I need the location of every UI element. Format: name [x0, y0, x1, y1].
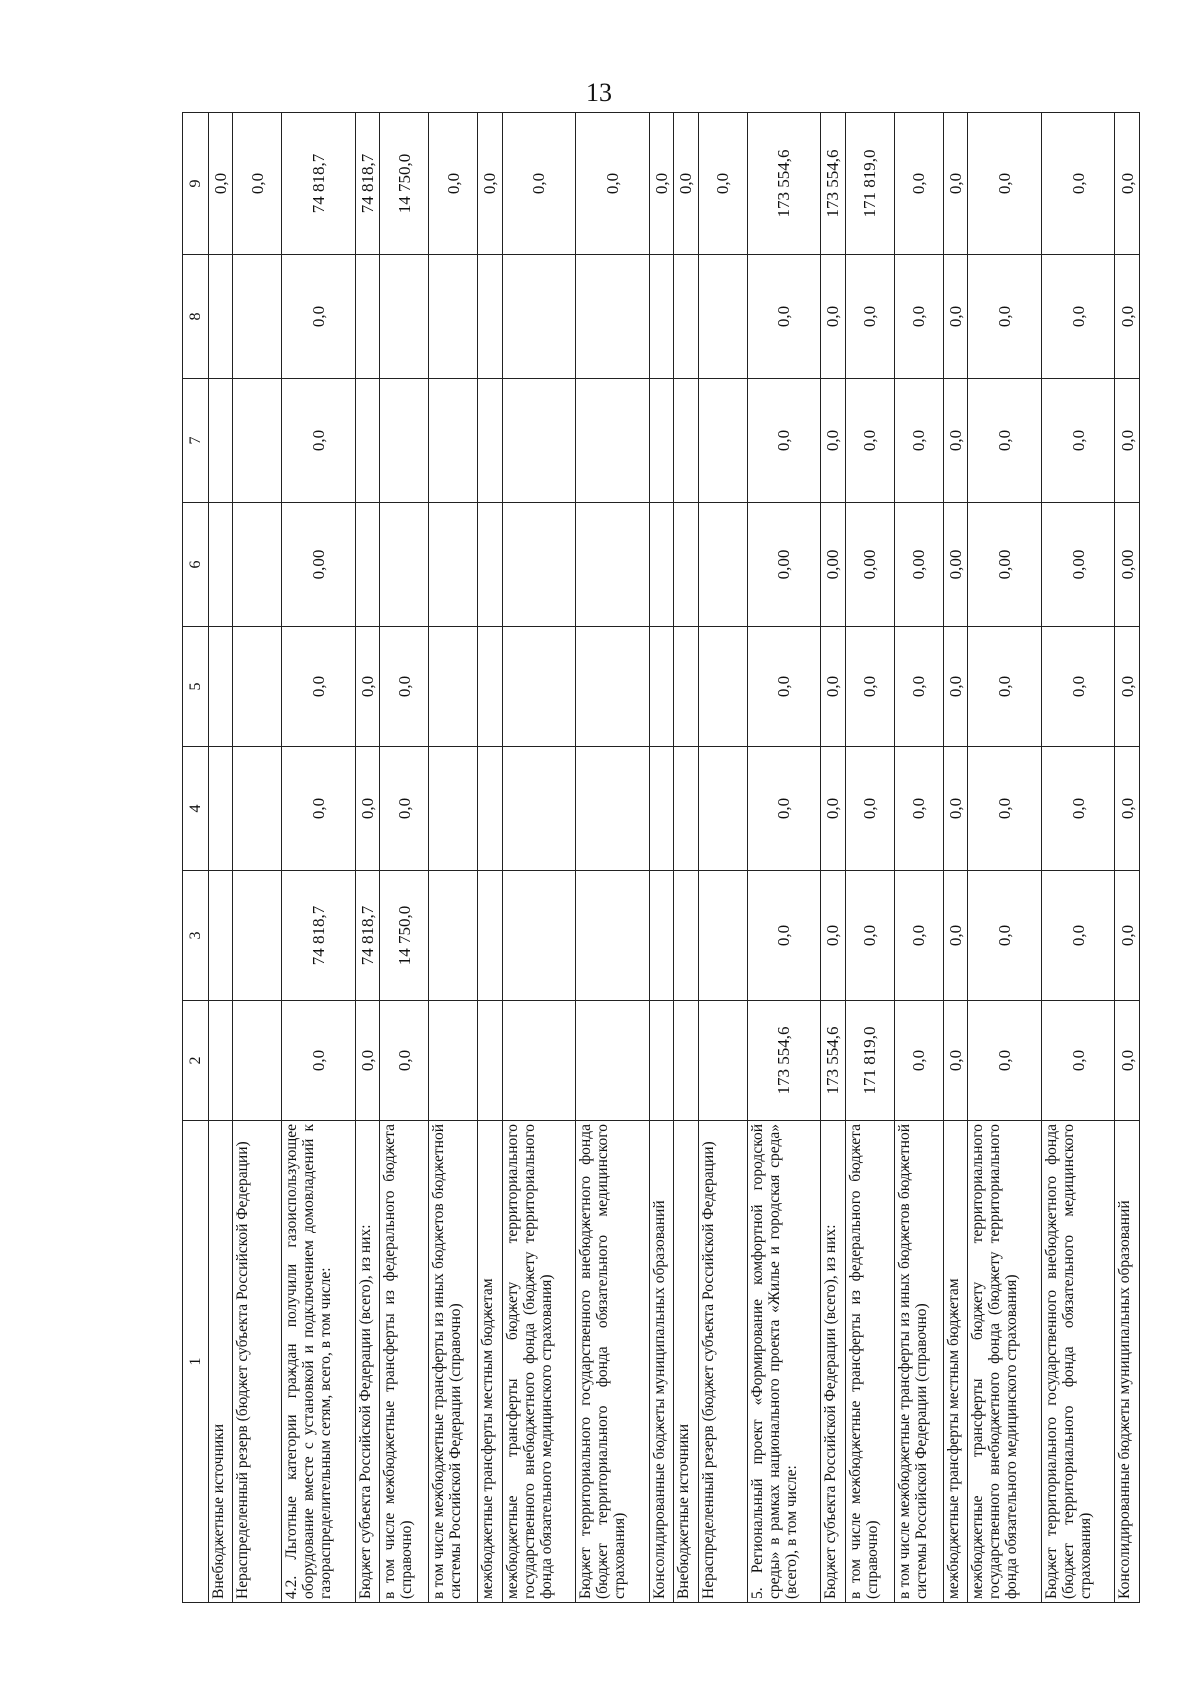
table-row [576, 113, 650, 1603]
table-row [233, 113, 282, 1603]
table-row [282, 113, 356, 1603]
cell-value [233, 503, 282, 627]
row-label: межбюджетные трансферты бюджету территориального государственного внебюджетного фонда (бюджету территориального фонда обязательного медицинского страхования) [502, 1121, 576, 1603]
cell-value [649, 747, 674, 871]
row-label: межбюджетные трансферты местным бюджетам [943, 1121, 968, 1603]
cell-value [698, 747, 747, 871]
cell-value: 0,0 [943, 871, 968, 1001]
column-header: 2 [183, 1001, 209, 1121]
row-label: в том числе межбюджетные трансферты из федерального бюджета (справочно) [845, 1121, 894, 1603]
page-number: 13 [586, 78, 612, 107]
cell-value: 0,0 [894, 255, 943, 379]
cell-value [649, 871, 674, 1001]
row-label: в том числе межбюджетные трансферты из иных бюджетов бюджетной системы Российской Федерации (справочно) [429, 1121, 478, 1603]
row-label: Бюджет субъекта Российской Федерации (всего), из них: [821, 1121, 846, 1603]
cell-value: 0,0 [968, 747, 1042, 871]
cell-value [502, 747, 576, 871]
cell-value: 0,0 [282, 255, 356, 379]
cell-value: 0,0 [894, 379, 943, 503]
cell-value: 0,0 [1115, 379, 1140, 503]
table-row [968, 113, 1042, 1603]
cell-value: 0,0 [282, 747, 356, 871]
cell-value: 0,0 [968, 255, 1042, 379]
cell-value: 0,0 [1041, 379, 1115, 503]
row-label: Внебюджетные источники [208, 1121, 233, 1603]
table-row [649, 113, 674, 1603]
cell-value: 0,00 [845, 503, 894, 627]
table-row [821, 113, 846, 1603]
table-row [380, 113, 429, 1603]
cell-value [208, 379, 233, 503]
cell-value: 0,0 [821, 747, 846, 871]
cell-value [355, 503, 380, 627]
cell-value [208, 255, 233, 379]
cell-value [208, 747, 233, 871]
cell-value: 0,0 [845, 627, 894, 747]
cell-value [576, 379, 650, 503]
cell-value: 173 554,6 [821, 1001, 846, 1121]
cell-value: 74 818,7 [282, 871, 356, 1001]
row-label: Внебюджетные источники [674, 1121, 699, 1603]
cell-value [649, 255, 674, 379]
cell-value: 14 750,0 [380, 113, 429, 255]
cell-value: 0,0 [747, 255, 821, 379]
cell-value [576, 871, 650, 1001]
cell-value: 0,0 [747, 379, 821, 503]
cell-value [478, 871, 503, 1001]
cell-value [478, 1001, 503, 1121]
row-label: межбюджетные трансферты местным бюджетам [478, 1121, 503, 1603]
cell-value: 0,0 [968, 627, 1042, 747]
cell-value [429, 627, 478, 747]
cell-value [355, 379, 380, 503]
cell-value: 0,00 [894, 503, 943, 627]
cell-value: 0,0 [355, 1001, 380, 1121]
cell-value: 0,0 [1041, 1001, 1115, 1121]
cell-value: 0,0 [845, 747, 894, 871]
column-header: 6 [183, 503, 209, 627]
cell-value: 0,0 [747, 871, 821, 1001]
cell-value [502, 379, 576, 503]
cell-value [576, 747, 650, 871]
cell-value [208, 1001, 233, 1121]
row-label: Нераспределенный резерв (бюджет субъекта Российской Федерации) [698, 1121, 747, 1603]
cell-value: 173 554,6 [821, 113, 846, 255]
column-header: 1 [183, 1121, 209, 1603]
cell-value: 0,0 [1041, 113, 1115, 255]
column-header: 5 [183, 627, 209, 747]
cell-value [233, 379, 282, 503]
cell-value [674, 255, 699, 379]
cell-value: 0,0 [894, 747, 943, 871]
cell-value: 0,0 [821, 379, 846, 503]
cell-value [576, 503, 650, 627]
cell-value: 0,0 [943, 379, 968, 503]
cell-value: 0,0 [943, 255, 968, 379]
row-label: Бюджет территориального государственного внебюджетного фонда (бюджет территориального фонда обязательного медицинского страхования) [576, 1121, 650, 1603]
cell-value: 0,0 [355, 627, 380, 747]
cell-value [576, 255, 650, 379]
table-row [674, 113, 699, 1603]
cell-value [674, 871, 699, 1001]
table-row [502, 113, 576, 1603]
cell-value [649, 627, 674, 747]
row-label: в том числе межбюджетные трансферты из федерального бюджета (справочно) [380, 1121, 429, 1603]
cell-value: 0,0 [894, 627, 943, 747]
column-header-row [183, 113, 209, 1603]
column-header: 4 [183, 747, 209, 871]
cell-value: 0,0 [698, 113, 747, 255]
column-header: 8 [183, 255, 209, 379]
cell-value [649, 379, 674, 503]
cell-value [380, 503, 429, 627]
cell-value: 0,0 [1115, 871, 1140, 1001]
cell-value [429, 1001, 478, 1121]
cell-value [478, 255, 503, 379]
cell-value [380, 255, 429, 379]
cell-value [380, 379, 429, 503]
cell-value: 171 819,0 [845, 113, 894, 255]
cell-value [478, 379, 503, 503]
cell-value: 0,0 [894, 871, 943, 1001]
table-row [355, 113, 380, 1603]
cell-value: 173 554,6 [747, 1001, 821, 1121]
cell-value: 0,0 [968, 113, 1042, 255]
cell-value [429, 379, 478, 503]
cell-value: 0,0 [1041, 255, 1115, 379]
row-label: Нераспределенный резерв (бюджет субъекта Российской Федерации) [233, 1121, 282, 1603]
row-label: 4.2. Льготные категории граждан получили газоиспользующее оборудование вместе с установкой и подключением домовладений к газораспределительным сетям, всего, в том числе: [282, 1121, 356, 1603]
cell-value: 0,0 [282, 1001, 356, 1121]
cell-value: 0,0 [943, 1001, 968, 1121]
cell-value [674, 747, 699, 871]
cell-value [478, 627, 503, 747]
cell-value: 0,0 [233, 113, 282, 255]
cell-value: 0,0 [1115, 1001, 1140, 1121]
cell-value [698, 379, 747, 503]
column-header: 7 [183, 379, 209, 503]
cell-value: 74 818,7 [355, 113, 380, 255]
cell-value: 0,0 [968, 1001, 1042, 1121]
cell-value [674, 503, 699, 627]
cell-value: 0,0 [943, 627, 968, 747]
cell-value: 0,0 [821, 255, 846, 379]
cell-value: 14 750,0 [380, 871, 429, 1001]
cell-value: 0,0 [380, 1001, 429, 1121]
cell-value [674, 627, 699, 747]
cell-value: 0,00 [1115, 503, 1140, 627]
row-label: в том числе межбюджетные трансферты из иных бюджетов бюджетной системы Российской Федерации (справочно) [894, 1121, 943, 1603]
cell-value [649, 1001, 674, 1121]
cell-value: 0,0 [1115, 627, 1140, 747]
cell-value: 0,0 [208, 113, 233, 255]
cell-value: 0,00 [1041, 503, 1115, 627]
cell-value [674, 1001, 699, 1121]
row-label: Консолидированные бюджеты муниципальных образований [1115, 1121, 1140, 1603]
cell-value [576, 627, 650, 747]
cell-value [698, 1001, 747, 1121]
cell-value: 0,0 [380, 627, 429, 747]
cell-value [208, 871, 233, 1001]
cell-value: 171 819,0 [845, 1001, 894, 1121]
cell-value [698, 871, 747, 1001]
cell-value [649, 503, 674, 627]
cell-value: 0,00 [282, 503, 356, 627]
cell-value [355, 255, 380, 379]
cell-value: 0,0 [943, 747, 968, 871]
table-row [698, 113, 747, 1603]
cell-value [233, 871, 282, 1001]
cell-value: 0,0 [845, 871, 894, 1001]
cell-value: 0,0 [821, 871, 846, 1001]
table-row [747, 113, 821, 1603]
cell-value: 0,0 [478, 113, 503, 255]
cell-value [429, 255, 478, 379]
row-label: Бюджет территориального государственного внебюджетного фонда (бюджет территориального фонда обязательного медицинского страхования) [1041, 1121, 1115, 1603]
cell-value [233, 255, 282, 379]
cell-value [429, 871, 478, 1001]
row-label: межбюджетные трансферты бюджету территориального государственного внебюджетного фонда (бюджету территориального фонда обязательного медицинского страхования) [968, 1121, 1042, 1603]
budget-table-container [182, 113, 1140, 1603]
cell-value [208, 503, 233, 627]
cell-value: 0,0 [1041, 627, 1115, 747]
cell-value: 0,0 [649, 113, 674, 255]
cell-value [208, 627, 233, 747]
cell-value: 0,0 [282, 379, 356, 503]
cell-value: 0,00 [821, 503, 846, 627]
cell-value: 0,0 [845, 255, 894, 379]
cell-value: 74 818,7 [282, 113, 356, 255]
cell-value: 0,0 [968, 871, 1042, 1001]
table-row [478, 113, 503, 1603]
cell-value: 0,0 [1115, 113, 1140, 255]
cell-value: 0,0 [968, 379, 1042, 503]
cell-value: 0,0 [747, 627, 821, 747]
cell-value: 0,0 [821, 627, 846, 747]
cell-value: 0,0 [894, 1001, 943, 1121]
cell-value: 0,0 [355, 747, 380, 871]
cell-value [502, 871, 576, 1001]
cell-value: 0,0 [1115, 255, 1140, 379]
row-label: 5. Региональный проект «Формирование комфортной городской среды» в рамках национального проекта «Жилье и городская среда» (всего), в том числе: [747, 1121, 821, 1603]
table-row [943, 113, 968, 1603]
cell-value [502, 503, 576, 627]
cell-value [429, 503, 478, 627]
column-header: 9 [183, 113, 209, 255]
cell-value: 0,0 [1115, 747, 1140, 871]
cell-value: 0,0 [1041, 747, 1115, 871]
table-row [429, 113, 478, 1603]
cell-value [429, 747, 478, 871]
cell-value: 0,00 [968, 503, 1042, 627]
table-row [1041, 113, 1115, 1603]
cell-value: 0,0 [380, 747, 429, 871]
cell-value [233, 1001, 282, 1121]
cell-value: 0,0 [943, 113, 968, 255]
cell-value: 0,00 [943, 503, 968, 627]
column-header: 3 [183, 871, 209, 1001]
table-row [1115, 113, 1140, 1603]
row-label: Бюджет субъекта Российской Федерации (всего), из них: [355, 1121, 380, 1603]
cell-value [478, 747, 503, 871]
cell-value: 0,0 [282, 627, 356, 747]
table-row [845, 113, 894, 1603]
cell-value [576, 1001, 650, 1121]
cell-value [233, 747, 282, 871]
cell-value: 0,0 [894, 113, 943, 255]
cell-value [674, 379, 699, 503]
cell-value: 0,0 [1041, 871, 1115, 1001]
cell-value [502, 1001, 576, 1121]
cell-value [502, 627, 576, 747]
row-label: Консолидированные бюджеты муниципальных образований [649, 1121, 674, 1603]
table-row [894, 113, 943, 1603]
cell-value: 0,0 [576, 113, 650, 255]
cell-value: 0,0 [429, 113, 478, 255]
cell-value: 173 554,6 [747, 113, 821, 255]
cell-value [478, 503, 503, 627]
cell-value: 74 818,7 [355, 871, 380, 1001]
cell-value: 0,0 [674, 113, 699, 255]
budget-table [182, 112, 1140, 1603]
cell-value: 0,0 [747, 747, 821, 871]
cell-value [233, 627, 282, 747]
cell-value [698, 255, 747, 379]
cell-value [502, 255, 576, 379]
cell-value: 0,00 [747, 503, 821, 627]
cell-value [698, 503, 747, 627]
cell-value [698, 627, 747, 747]
cell-value: 0,0 [502, 113, 576, 255]
table-row [208, 113, 233, 1603]
cell-value: 0,0 [845, 379, 894, 503]
